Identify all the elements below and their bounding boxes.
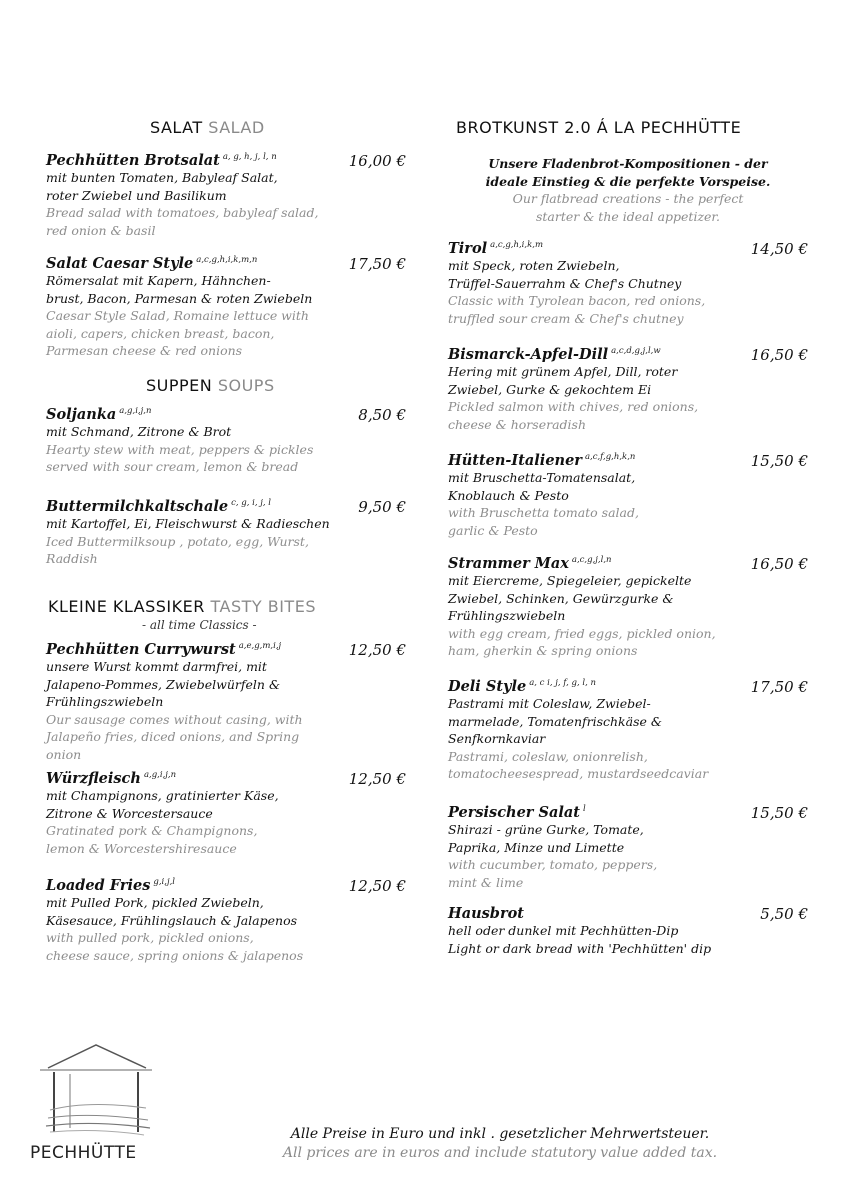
description-de: Paprika, Minze und Limette — [448, 839, 625, 855]
allergen-codes: a,c,d,g,j,l,w — [611, 346, 661, 356]
menu-item-price: 12,50 € — [348, 877, 406, 895]
description-en: Raddish — [46, 551, 98, 566]
description-de: Käsesauce, Frühlingslauch & Jalapenos — [46, 912, 298, 928]
menu-item — [448, 678, 808, 783]
description-en: with egg cream, fried eggs, pickled onion, — [448, 625, 716, 641]
menu-item-price: 5,50 € — [760, 905, 808, 923]
menu-item-price: 17,50 € — [348, 255, 406, 273]
description-de: Hering mit grünem Apfel, Dill, roter — [448, 364, 678, 379]
allergen-codes: a,g,i,j,n — [143, 770, 177, 780]
allergen-codes: a,c,g,h,i,k,m — [490, 240, 544, 250]
description-de: Zwiebel, Gurke & gekochtem Ei — [448, 381, 652, 397]
description-de: roter Zwiebel und Basilikum — [46, 187, 227, 203]
menu-item — [448, 905, 808, 957]
description-en: Parmesan cheese & red onions — [46, 343, 243, 358]
description-en: Caesar Style Salad, Romaine lettuce with — [46, 308, 309, 323]
menu-item — [448, 555, 808, 660]
description-de: Knoblauch & Pesto — [448, 487, 569, 503]
section-title-soups — [146, 376, 275, 395]
menu-item — [46, 770, 406, 857]
dish-name: Hausbrot — [448, 905, 524, 922]
description-de: Frühlingszwiebeln — [46, 694, 164, 709]
menu-item-name — [46, 406, 406, 423]
price-note-de: Alle Preise in Euro und inkl . gesetzlicher Mehrwertsteuer. — [290, 1126, 710, 1142]
menu-item — [448, 804, 808, 891]
description-de: mit Pulled Pork, pickled Zwiebeln, — [46, 895, 264, 910]
dish-name: Würzfleisch — [46, 770, 141, 787]
allergen-codes: g,i,j,l — [153, 877, 176, 887]
menu-item — [448, 346, 808, 433]
section-title-salad — [150, 118, 265, 137]
description-en: onion — [46, 746, 82, 762]
description-de: mit Schmand, Zitrone & Brot — [46, 424, 232, 439]
allergen-codes: a,e,g,m,i,j — [238, 641, 282, 651]
menu-item-price: 15,50 € — [750, 452, 808, 470]
intro-en-line-1: Our flatbread creations - the perfect — [512, 191, 744, 206]
description-en: aioli, capers, chicken breast, bacon, — [46, 325, 275, 341]
dish-name: Deli Style — [448, 678, 527, 695]
allergen-codes: l — [582, 804, 586, 814]
description-de: mit Eiercreme, Spiegeleier, gepickelte — [448, 573, 692, 588]
description-de: Trüffel-Sauerrahm & Chef's Chutney — [448, 275, 682, 291]
logo-text: PECHHÜTTE — [30, 1143, 137, 1163]
description-en: garlic & Pesto — [448, 522, 538, 538]
description-en: Pickled salmon with chives, red onions, — [448, 399, 699, 414]
section-title-de: SALAT — [150, 118, 203, 137]
description-de: brust, Bacon, Parmesan & roten Zwiebeln — [46, 290, 313, 306]
description-en: Classic with Tyrolean bacon, red onions, — [448, 293, 706, 308]
intro-en-line-2: starter & the ideal appetizer. — [535, 208, 721, 224]
dish-name: Loaded Fries — [46, 877, 151, 894]
description-de: marmelade, Tomatenfrischkäse & — [448, 713, 663, 729]
description-de: mit Speck, roten Zwiebeln, — [448, 258, 620, 273]
description-en: Iced Buttermilksoup , potato, egg, Wurst, — [46, 533, 309, 549]
menu-item-price: 16,50 € — [750, 555, 808, 573]
allergen-codes: a,c,f,g,h,k,n — [584, 452, 636, 462]
description-de: hell oder dunkel mit Pechhütten-Dip — [448, 923, 679, 938]
description-en: with cucumber, tomato, peppers, — [448, 857, 658, 872]
menu-item-price: 12,50 € — [348, 641, 406, 659]
section-title-en: TASTY BITES — [210, 597, 316, 616]
description-en: with Bruschetta tomato salad, — [448, 505, 639, 520]
menu-item-price: 9,50 € — [358, 498, 406, 516]
description-de: Light or dark bread with 'Pechhütten' dip — [448, 940, 712, 956]
description-en: cheese & horseradish — [448, 416, 586, 432]
price-note — [230, 1126, 770, 1161]
dish-name: Persischer Salat — [448, 804, 580, 821]
dish-name: Bismarck-Apfel-Dill — [448, 346, 609, 363]
section-title-en: SOUPS — [217, 376, 275, 395]
description-en: Pastrami, coleslaw, onionrelish, — [448, 748, 648, 764]
description-de: Frühlingszwiebeln — [448, 608, 566, 623]
menu-item — [46, 255, 406, 360]
description-de: unsere Wurst kommt darmfrei, mit — [46, 659, 267, 674]
description-en: Bread salad with tomatoes, babyleaf salad, — [46, 205, 319, 220]
dish-name: Pechhütten Brotsalat — [46, 152, 220, 169]
menu-item — [448, 240, 808, 327]
section-title-classics — [48, 597, 316, 616]
section-title-bread: BROTKUNST 2.0 Á LA PECHHÜTTE — [456, 118, 742, 137]
section-title-de: SUPPEN — [146, 376, 213, 395]
price-note-en: All prices are in euros and include statutory value added tax. — [282, 1145, 718, 1161]
menu-item — [46, 406, 406, 476]
description-en: with pulled pork, pickled onions, — [46, 930, 254, 945]
dish-name: Hütten-Italiener — [448, 452, 582, 469]
description-de: Römersalat mit Kapern, Hähnchen- — [46, 273, 271, 288]
description-de: Zitrone & Worcestersauce — [46, 805, 213, 821]
description-en: Jalapeño fries, diced onions, and Spring — [46, 729, 300, 744]
allergen-codes: a,g,i,j,n — [119, 406, 152, 416]
description-de: Shirazi - grüne Gurke, Tomate, — [448, 822, 644, 837]
description-de: mit Kartoffel, Ei, Fleischwurst & Radieschen — [46, 516, 330, 531]
menu-item-name — [448, 905, 808, 922]
description-en: red onion & basil — [46, 222, 156, 238]
description-en: tomatocheesespread, mustardseedcaviar — [448, 766, 709, 781]
intro-de-line-1: Unsere Fladenbrot-Kompositionen - der — [488, 156, 768, 171]
description-de: Zwiebel, Schinken, Gewürzgurke & — [448, 590, 674, 606]
menu-item — [46, 877, 406, 964]
allergen-codes: a, g, h, j, l, n — [222, 152, 277, 162]
description-en: Our sausage comes without casing, with — [46, 711, 303, 727]
menu-item — [448, 452, 808, 539]
section-title-en: SALAD — [208, 118, 265, 137]
menu-item — [46, 152, 406, 239]
description-en: truffled sour cream & Chef's chutney — [448, 310, 684, 326]
description-de: Senfkornkaviar — [448, 731, 546, 746]
dish-name: Salat Caesar Style — [46, 255, 194, 272]
dish-name: Pechhütten Currywurst — [46, 641, 236, 658]
description-de: mit Champignons, gratinierter Käse, — [46, 788, 279, 803]
section-title-de: KLEINE KLASSIKER — [48, 597, 205, 616]
description-en: Hearty stew with meat, peppers & pickles — [46, 441, 314, 457]
dish-name: Buttermilchkaltschale — [46, 498, 229, 515]
menu-item-price: 17,50 € — [750, 678, 808, 696]
menu-item-price: 15,50 € — [750, 804, 808, 822]
description-en: lemon & Worcestershiresauce — [46, 840, 237, 856]
menu-item-price: 8,50 € — [358, 406, 406, 424]
dish-name: Soljanka — [46, 406, 117, 423]
menu-item-price: 16,50 € — [750, 346, 808, 364]
menu-item-price: 16,00 € — [348, 152, 406, 170]
description-en: Gratinated pork & Champignons, — [46, 823, 258, 838]
dish-name: Strammer Max — [448, 555, 569, 572]
allergen-codes: a, c i, j, f, g, l, n — [529, 678, 596, 688]
section-subtitle: - all time Classics - — [142, 618, 257, 632]
menu-item — [46, 641, 406, 763]
description-de: Jalapeno-Pommes, Zwiebelwürfeln & — [46, 676, 281, 692]
description-en: cheese sauce, spring onions & jalapenos — [46, 947, 304, 963]
dish-name: Tirol — [448, 240, 488, 257]
description-de: mit Bruschetta-Tomatensalat, — [448, 470, 636, 485]
description-en: ham, gherkin & spring onions — [448, 643, 638, 658]
description-de: Pastrami mit Coleslaw, Zwiebel- — [448, 696, 651, 711]
menu-item-price: 14,50 € — [750, 240, 808, 258]
menu-item-name — [46, 498, 406, 515]
bread-intro — [448, 155, 808, 225]
allergen-codes: a,c,g,j,l,n — [571, 555, 612, 565]
menu-item-price: 12,50 € — [348, 770, 406, 788]
description-en: served with sour cream, lemon & bread — [46, 459, 299, 474]
menu-item — [46, 498, 406, 568]
description-en: mint & lime — [448, 874, 524, 890]
description-de: mit bunten Tomaten, Babyleaf Salat, — [46, 170, 278, 185]
allergen-codes: a,c,g,h,i,k,m,n — [196, 255, 258, 265]
allergen-codes: c, g, i, j, l — [231, 498, 271, 508]
intro-de-line-2: ideale Einstieg & die perfekte Vorspeise. — [485, 173, 771, 189]
